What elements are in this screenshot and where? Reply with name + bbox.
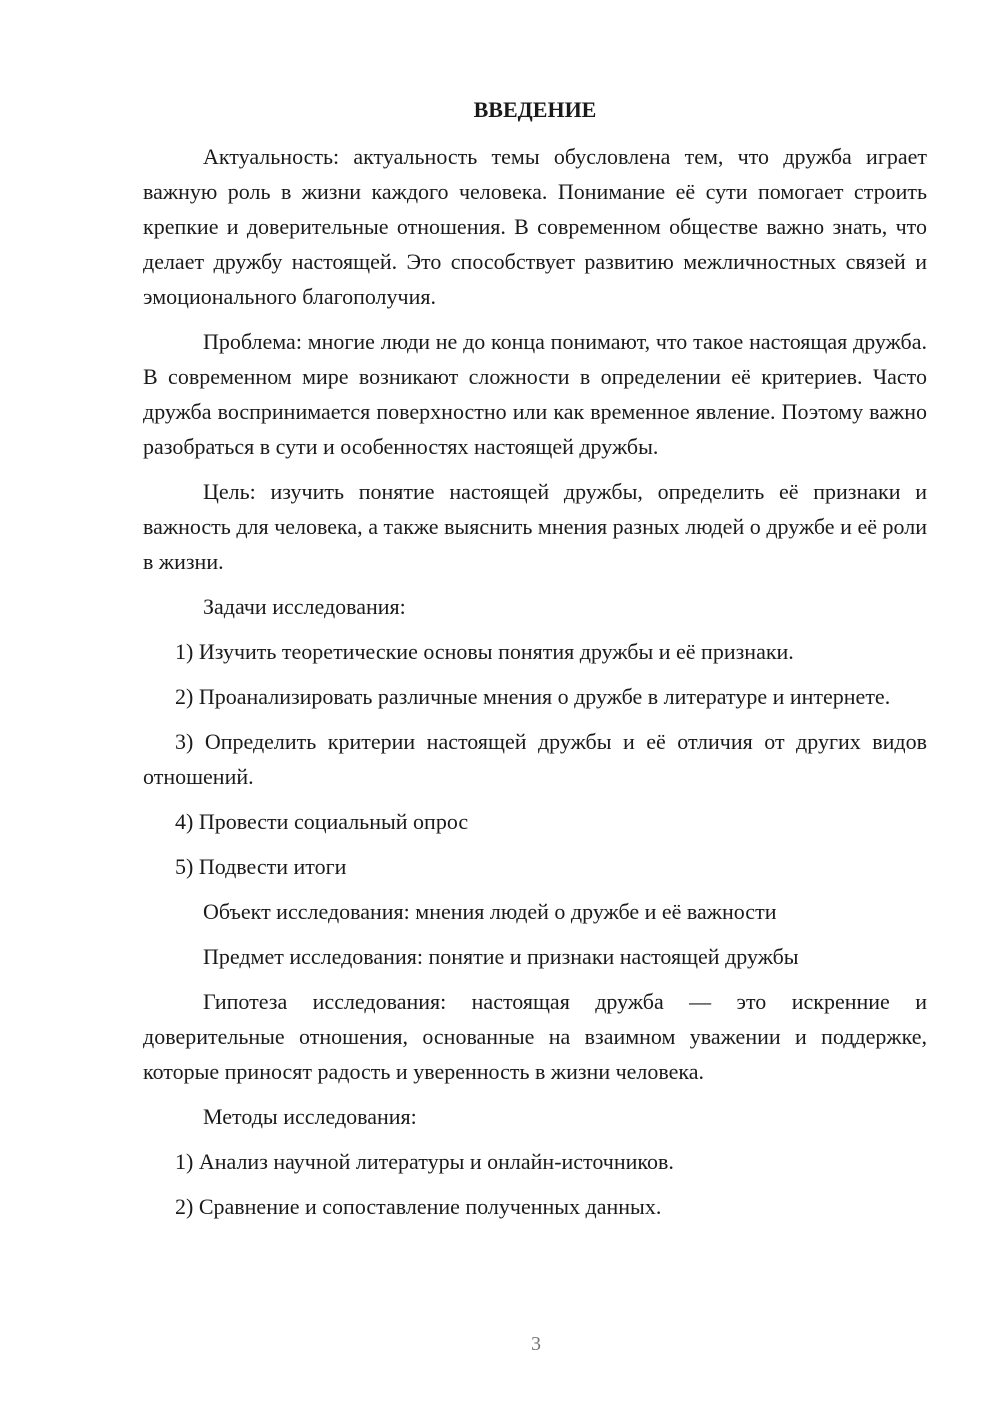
task-item: 5) Подвести итоги (175, 854, 347, 879)
research-subject: Предмет исследования: понятие и признаки настоящей дружбы (203, 944, 799, 969)
tasks-heading: Задачи исследования: (203, 594, 406, 619)
method-item: 2) Сравнение и сопоставление полученных данных. (175, 1194, 662, 1219)
relevance-paragraph: Актуальность: актуальность темы обусловлена тем, что дружба играет важную роль в жизни каждого человека. Понимание её сути помогает строить крепкие и доверительные отношения. В современном обществе важно знать, что делает дружбу настоящей. Это способствует развитию межличностных связей и эмоционального благополучия. (143, 144, 927, 309)
methods-heading: Методы исследования: (203, 1104, 417, 1129)
page-content (143, 95, 927, 1234)
task-item: 4) Провести социальный опрос (175, 809, 469, 834)
research-hypothesis: Гипотеза исследования: настоящая дружба — это искренние и доверительные отношения, основанные на взаимном уважении и поддержке, которые приносят радость и уверенность в жизни человека. (143, 989, 927, 1084)
page-number: 3 (531, 1333, 541, 1355)
method-item: 1) Анализ научной литературы и онлайн-источников. (175, 1149, 674, 1174)
section-title: ВВЕДЕНИЕ (473, 97, 597, 122)
task-item: 1) Изучить теоретические основы понятия дружбы и её признаки. (175, 639, 794, 664)
goal-paragraph: Цель: изучить понятие настоящей дружбы, определить её признаки и важность для человека, а также выяснить мнения разных людей о дружбе и её роли в жизни. (143, 479, 927, 574)
task-item: 2) Проанализировать различные мнения о дружбе в литературе и интернете. (175, 684, 891, 709)
task-item: 3) Определить критерии настоящей дружбы и её отличия от других видов отношений. (143, 729, 927, 789)
problem-paragraph: Проблема: многие люди не до конца понимают, что такое настоящая дружба. В современном мире возникают сложности в определении её критериев. Часто дружба воспринимается поверхностно или как временное явление. Поэтому важно разобраться в сути и особенностях настоящей дружбы. (143, 329, 927, 459)
research-object: Объект исследования: мнения людей о дружбе и её важности (203, 899, 777, 924)
